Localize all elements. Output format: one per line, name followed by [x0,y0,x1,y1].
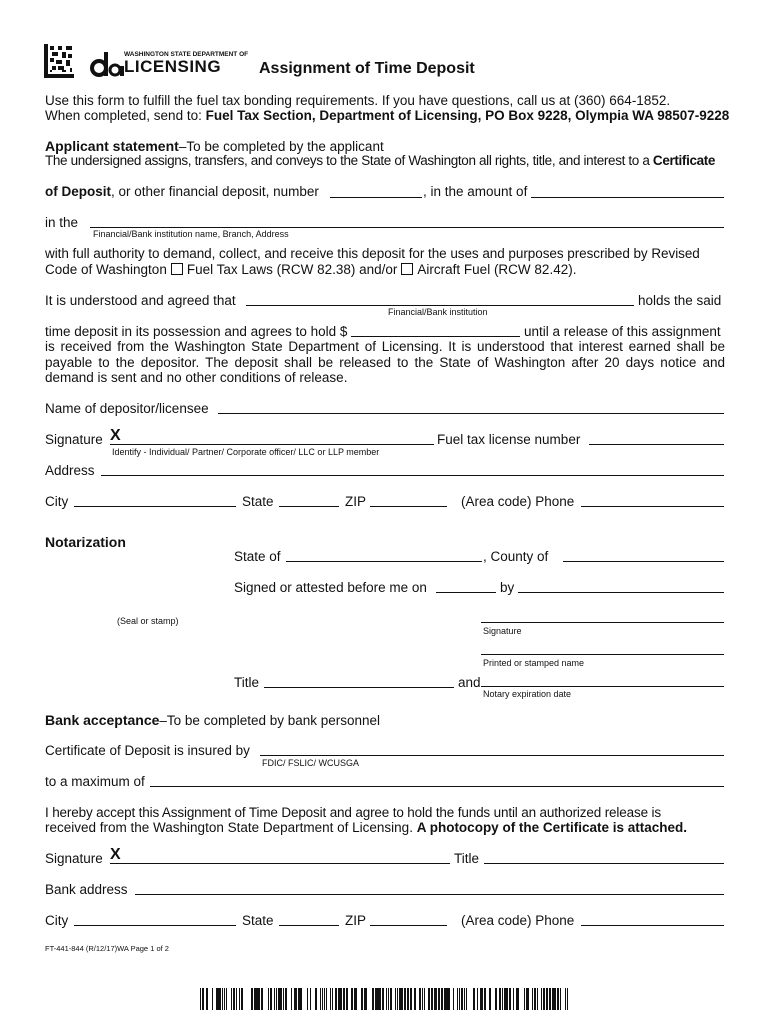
notary-county-field[interactable] [563,561,724,562]
applicant-line1-bold: Certificate [652,153,716,168]
notarization-heading: Notarization [45,534,126,550]
applicant-signature-field[interactable] [110,444,434,445]
by-label: by [500,580,515,595]
applicant-line1 [45,153,715,169]
applicant-line2-mid: , or other financial deposit, number [111,184,319,199]
fuel-tax-checkbox[interactable] [171,263,183,275]
applicant-city-field[interactable] [74,506,236,507]
bank-signature-field[interactable] [110,863,450,864]
bank-heading-suffix: –To be completed by bank personnel [159,713,381,728]
depositor-name-field[interactable] [218,413,724,414]
applicant-phone-label: (Area code) Phone [461,494,575,509]
accept-line2 [45,820,687,836]
license-label: Fuel tax license number [437,432,581,447]
accept-line1: I hereby accept this Assignment of Time Deposit and agree to hold the funds until an authorized release is [45,805,661,820]
qr-code-icon [44,44,74,78]
bank-title-label: Title [454,851,480,866]
bank-signature-label: Signature [45,851,103,866]
hold-amount-field[interactable] [351,336,520,337]
bank-state-field[interactable] [279,925,339,926]
bank-zip-label: ZIP [345,913,367,928]
signed-date-field[interactable] [436,592,496,593]
agency-name-line1: WASHINGTON STATE DEPARTMENT OF [124,51,249,58]
intro-line2 [45,108,729,124]
bank-title-field[interactable] [484,863,724,864]
para-line2: is received from the Washington State Department of Licensing. It is understood that interest earned shall be [45,339,725,354]
agency-name-line2: LICENSING [124,57,222,76]
notary-expiration-caption: Notary expiration date [483,689,572,699]
applicant-address-label: Address [45,463,95,478]
maximum-label: to a maximum of [45,774,145,789]
intro-line1: Use this form to fulfill the fuel tax bonding requirements. If you have questions, call us at (360) 664-1852. [45,93,671,108]
applicant-signature-label: Signature [45,432,103,447]
bank-city-field[interactable] [74,925,236,926]
institution-caption2: Financial/Bank institution [388,307,488,317]
notary-signature-field[interactable] [481,622,724,623]
authority-line2 [45,262,576,278]
seal-stamp-label: (Seal or stamp) [117,616,179,626]
bank-signature-x: X [110,846,121,863]
applicant-line2-bold: of Deposit [45,184,111,199]
bank-phone-label: (Area code) Phone [461,913,575,928]
notary-title-field[interactable] [264,687,454,688]
applicant-line2 [45,184,319,200]
dol-logo-icon [90,50,124,78]
bank-state-label: State [242,913,274,928]
deposit-number-field[interactable] [330,197,422,198]
notary-printed-caption: Printed or stamped name [483,658,585,668]
notary-title-label: Title [234,675,260,690]
notary-printed-name-field[interactable] [481,654,724,655]
applicant-line1-text: The undersigned assigns, transfers, and conveys to the State of Washington all rights, title, and interest to a [45,153,653,168]
para-line3: payable to the depositor. The deposit shall be released to the State of Washington after 20 days notice and [45,355,725,370]
bank-address-field[interactable] [135,894,724,895]
bank-zip-field[interactable] [370,925,447,926]
applicant-city-label: City [45,494,69,509]
notary-and-label: and [458,675,481,690]
mailing-address: Fuel Tax Section, Department of Licensing, PO Box 9228, Olympia WA 98507-9228 [205,108,730,123]
para-line4: demand is sent and no other conditions of release. [45,370,348,385]
applicant-phone-field[interactable] [581,506,724,507]
bank-heading [45,712,380,729]
deposit-amount-field[interactable] [531,197,724,198]
authority-line2-b: Fuel Tax Laws (RCW 82.38) and/or [186,262,398,277]
applicant-state-label: State [242,494,274,509]
notary-signature-caption: Signature [483,626,522,636]
para-line1a: time deposit in its possession and agrees to hold $ [45,324,348,339]
bank-address-label: Bank address [45,882,128,897]
aircraft-fuel-checkbox[interactable] [401,263,413,275]
applicant-heading-title: Applicant statement [45,138,179,154]
bank-heading-title: Bank acceptance [45,712,160,728]
understood-label: It is understood and agreed that [45,293,236,308]
maximum-amount-field[interactable] [150,786,724,787]
accept-line2-bold: A photocopy of the Certificate is attached. [416,820,687,835]
insured-caption: FDIC/ FSLIC/ WCUSGA [262,758,360,768]
in-the-label: in the [45,215,79,230]
applicant-heading-suffix: –To be completed by the applicant [178,139,384,154]
notary-expiration-field[interactable] [481,686,724,687]
insured-by-label: Certificate of Deposit is insured by [45,743,250,758]
accept-line2-text: received from the Washington State Department of Licensing. [45,820,417,835]
insured-by-field[interactable] [260,755,724,756]
applicant-address-field[interactable] [101,475,724,476]
amount-label: , in the amount of [423,184,528,199]
applicant-state-field[interactable] [279,506,339,507]
signed-by-field[interactable] [518,592,724,593]
barcode-icon [200,988,572,1010]
identify-caption: Identify - Individual/ Partner/ Corporate officer/ LLC or LLP member [112,447,380,457]
authority-line1: with full authority to demand, collect, and receive this deposit for the uses and purposes prescribed by Revised [45,246,700,261]
applicant-signature-x: X [110,427,121,444]
notary-state-field[interactable] [286,561,482,562]
institution-name-field[interactable] [90,227,724,228]
bank-phone-field[interactable] [581,925,724,926]
applicant-zip-label: ZIP [345,494,367,509]
dol-logo [90,48,249,78]
applicant-zip-field[interactable] [370,506,447,507]
bank-city-label: City [45,913,69,928]
holds-label: holds the said [638,293,722,308]
authority-line2-a: Code of Washington [45,262,167,277]
license-number-field[interactable] [589,444,724,445]
para-line1b: until a release of this assignment [524,324,721,339]
form-title: Assignment of Time Deposit [259,60,475,77]
institution-caption: Financial/Bank institution name, Branch, Address [93,229,289,239]
notary-state-label: State of [234,549,281,564]
authority-line2-c: Aircraft Fuel (RCW 82.42). [417,262,577,277]
notary-county-label: , County of [483,549,549,564]
form-number: FT-441-844 (R/12/17)WA Page 1 of 2 [45,944,169,953]
holding-institution-field[interactable] [246,305,634,306]
depositor-label: Name of depositor/licensee [45,401,209,416]
intro-line2-prefix: When completed, send to: [45,108,206,123]
signed-before-label: Signed or attested before me on [234,580,427,595]
